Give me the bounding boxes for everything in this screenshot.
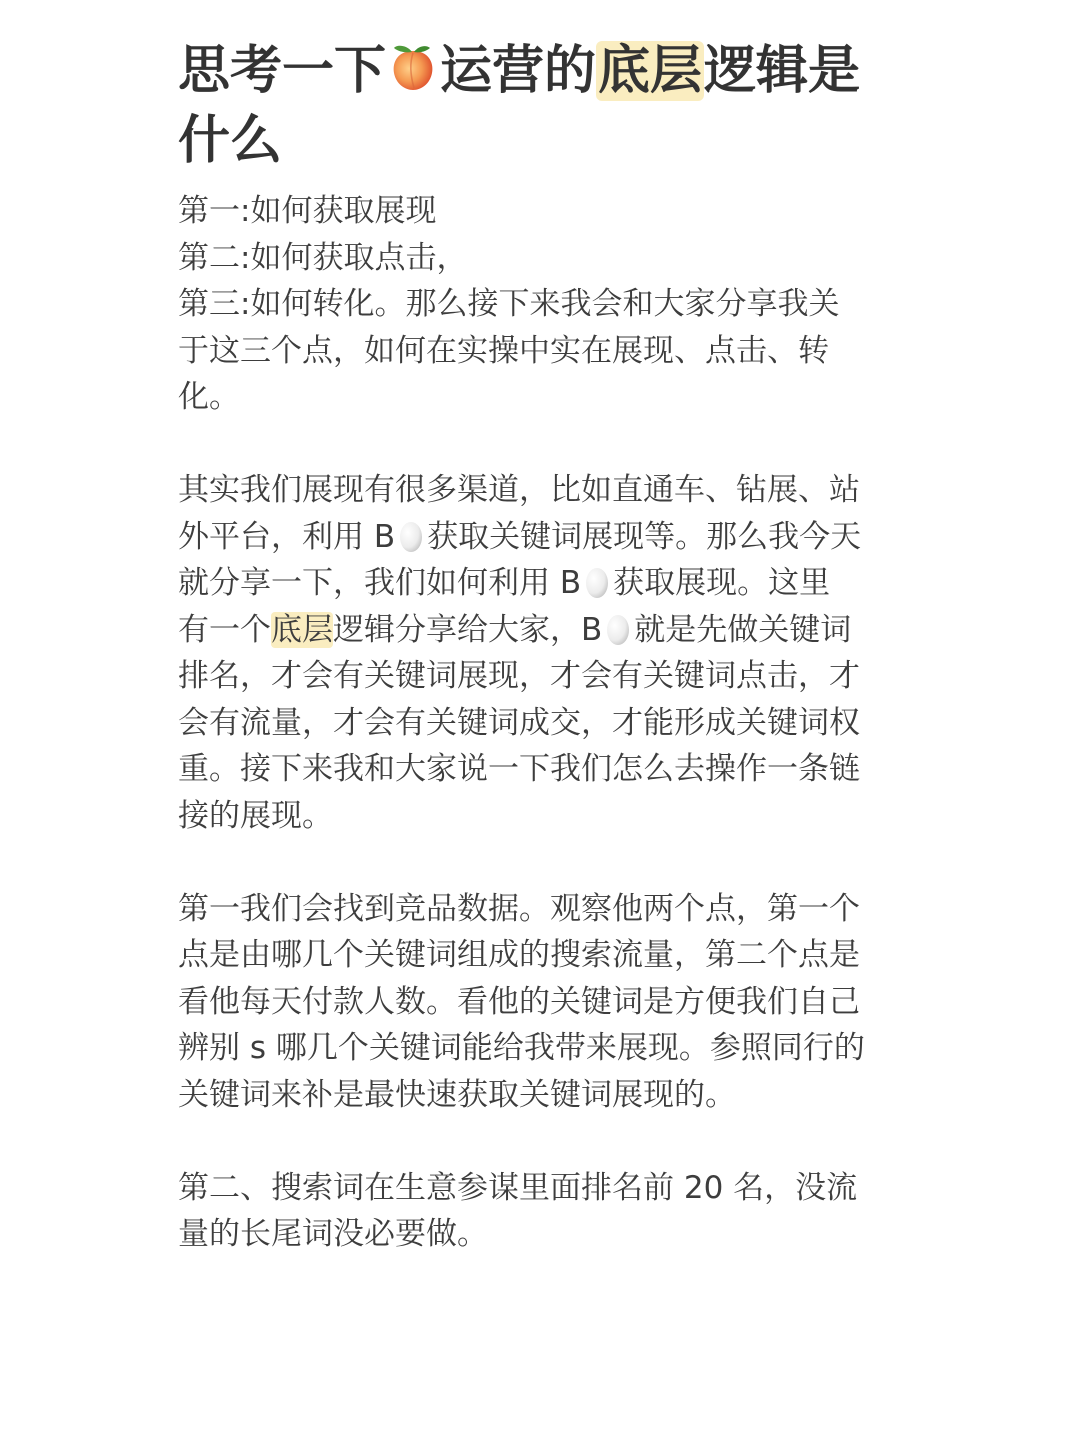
- title-part-2: 运营的: [440, 41, 597, 101]
- inline-highlight: 底层: [271, 611, 333, 648]
- egg-icon: [399, 520, 423, 553]
- paragraph-line: 外平台，利用 B 获取关键词展现等。那么我今天: [178, 518, 862, 555]
- intro-line: 化。: [178, 379, 240, 415]
- paragraph-line: 会有流量，才会有关键词成交，才能形成关键词权: [178, 704, 860, 741]
- paragraph-gap: [178, 1118, 908, 1165]
- ranking-paragraph: [178, 1165, 908, 1258]
- paragraph-line: 点是由哪几个关键词组成的搜索流量，第二个点是: [178, 937, 860, 973]
- intro-line: 于这三个点，如何在实操中实在展现、点击、转: [178, 332, 829, 369]
- paragraph-line: 接的展现。: [178, 797, 333, 834]
- paragraph-line: 就分享一下，我们如何利用 B 获取展现。这里: [178, 565, 831, 601]
- intro-line: 第三:如何转化。那么接下来我会和大家分享我关: [178, 286, 840, 322]
- paragraph-line: 其实我们展现有很多渠道，比如直通车、钻展、站: [178, 472, 860, 508]
- paragraph-line: 关键词来补是最快速获取关键词展现的。: [178, 1076, 736, 1113]
- paragraph-line: 有一个底层逻辑分享给大家，B 就是先做关键词: [178, 611, 852, 648]
- peach-icon: [388, 42, 438, 92]
- note-content: [178, 36, 908, 1258]
- paragraph-line: 第一我们会找到竞品数据。观察他两个点，第一个: [178, 890, 860, 927]
- title-highlight: 底层: [598, 41, 703, 101]
- page-title: [178, 36, 908, 176]
- intro-line: 第二:如何获取点击，: [178, 239, 468, 276]
- intro-line: 第一:如何获取展现: [178, 193, 437, 229]
- egg-icon: [606, 613, 630, 646]
- paragraph-gap: [178, 421, 908, 468]
- paragraph-line: 看他每天付款人数。看他的关键词是方便我们自己: [178, 983, 860, 1020]
- paragraph-line: 重。接下来我和大家说一下我们怎么去操作一条链: [178, 751, 860, 787]
- top-faint-strip: [0, 0, 1080, 6]
- paragraph-line: 排名，才会有关键词展现，才会有关键词点击，才: [178, 658, 860, 694]
- channels-paragraph: [178, 467, 908, 839]
- title-part-1: 思考一下: [178, 41, 387, 101]
- paragraph-line: 第二、搜索词在生意参谋里面排名前 20 名，没流: [178, 1169, 858, 1206]
- competitor-paragraph: [178, 886, 908, 1119]
- title-part-4: 什么: [178, 111, 283, 171]
- paragraph-line: 辨别 s 哪几个关键词能给我带来展现。参照同行的: [178, 1030, 865, 1066]
- title-part-3: 逻辑是: [704, 41, 861, 101]
- paragraph-line: 量的长尾词没必要做。: [178, 1216, 488, 1252]
- intro-paragraph: [178, 188, 908, 421]
- egg-icon: [585, 566, 609, 599]
- paragraph-gap: [178, 839, 908, 886]
